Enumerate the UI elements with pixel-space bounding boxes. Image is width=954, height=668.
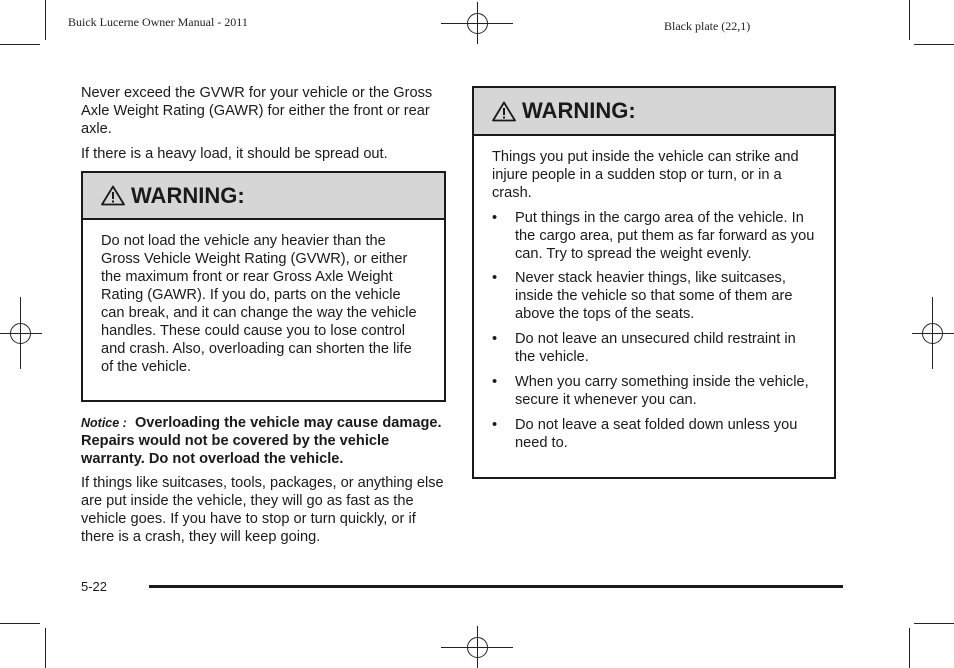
bullet-list	[492, 209, 816, 452]
warning-body	[83, 220, 444, 376]
crop-mark	[0, 623, 40, 624]
warning-header	[474, 88, 834, 136]
warning-title: WARNING:	[131, 182, 245, 208]
crop-mark	[914, 623, 954, 624]
left-column	[81, 84, 441, 163]
crop-mark	[909, 0, 910, 40]
crop-mark	[914, 44, 954, 45]
warning-text: Do not load the vehicle any heavier than the Gross Vehicle Weight Rating (GVWR), or either the maximum front or rear Gross Axle Weight Rating (GAWR). If you do, parts on the vehicle can break, and it can change the way the vehicle handles. These could cause you to lose control and crash. Also, overloading can shorten the life of the vehicle.	[101, 233, 417, 375]
page-number: 5-22	[81, 579, 108, 594]
warning-body	[474, 136, 834, 452]
list-item: • Do not leave a seat folded down unless you need to.	[492, 417, 798, 451]
list-item: • Never stack heavier things, like suitcases, inside the vehicle so that some of them are above the tops of the seats.	[492, 270, 793, 322]
registration-mark-icon	[0, 297, 42, 369]
warning-triangle-icon	[492, 101, 516, 122]
warning-box-cargo	[472, 86, 836, 479]
crop-mark	[0, 44, 40, 45]
notice-block	[81, 414, 446, 468]
paragraph-heavy-load: If there is a heavy load, it should be spread out.	[81, 146, 388, 162]
list-item: • Do not leave an unsecured child restraint in the vehicle.	[492, 331, 796, 365]
registration-mark-icon	[441, 626, 513, 668]
notice-text: Overloading the vehicle may cause damage. Repairs would not be covered by the vehicle warranty. Do not overload the vehicle.	[81, 415, 442, 467]
list-item: • Put things in the cargo area of the vehicle. In the cargo area, put them as far forward as you can. Try to spread the weight evenly.	[492, 210, 815, 262]
paragraph-items-inside	[81, 474, 446, 546]
warning-header	[83, 173, 444, 220]
notice-label: Notice :	[81, 416, 127, 430]
crop-mark	[45, 628, 46, 668]
header-plate: Black plate (22,1)	[664, 19, 751, 33]
registration-mark-icon	[912, 297, 954, 369]
paragraph-gvwr: Never exceed the GVWR for your vehicle or the Gross Axle Weight Rating (GAWR) for either the front or rear axle.	[81, 85, 433, 137]
list-item: • When you carry something inside the vehicle, secure it whenever you can.	[492, 374, 809, 408]
warning-box-load	[81, 171, 446, 402]
warning-triangle-icon	[101, 185, 125, 206]
registration-mark-icon	[441, 2, 513, 44]
list-item-text: Put things in the cargo area of the vehicle. In the cargo area, put them as far forward as you can. Try to spread the weight evenly.	[515, 210, 815, 262]
list-item-text: When you carry something inside the vehicle, secure it whenever you can.	[515, 374, 809, 408]
crop-mark	[909, 628, 910, 668]
notice-paragraph	[81, 414, 446, 468]
list-item-text: Do not leave a seat folded down unless you need to.	[515, 417, 798, 451]
warning-title: WARNING:	[522, 98, 636, 123]
paragraph-text: If things like suitcases, tools, packages, or anything else are put inside the vehicle, they will go as fast as the vehicle goes. If you have to stop or turn quickly, or if there is a crash, they will keep going.	[81, 475, 444, 545]
warning-intro: Things you put inside the vehicle can strike and injure people in a sudden stop or turn, or in a crash.	[492, 149, 799, 201]
list-item-text: Never stack heavier things, like suitcases, inside the vehicle so that some of them are above the tops of the seats.	[515, 270, 793, 322]
footer-rule	[149, 585, 843, 588]
header-title: Buick Lucerne Owner Manual - 2011	[68, 15, 248, 29]
crop-mark	[45, 0, 46, 40]
list-item-text: Do not leave an unsecured child restraint in the vehicle.	[515, 331, 796, 365]
